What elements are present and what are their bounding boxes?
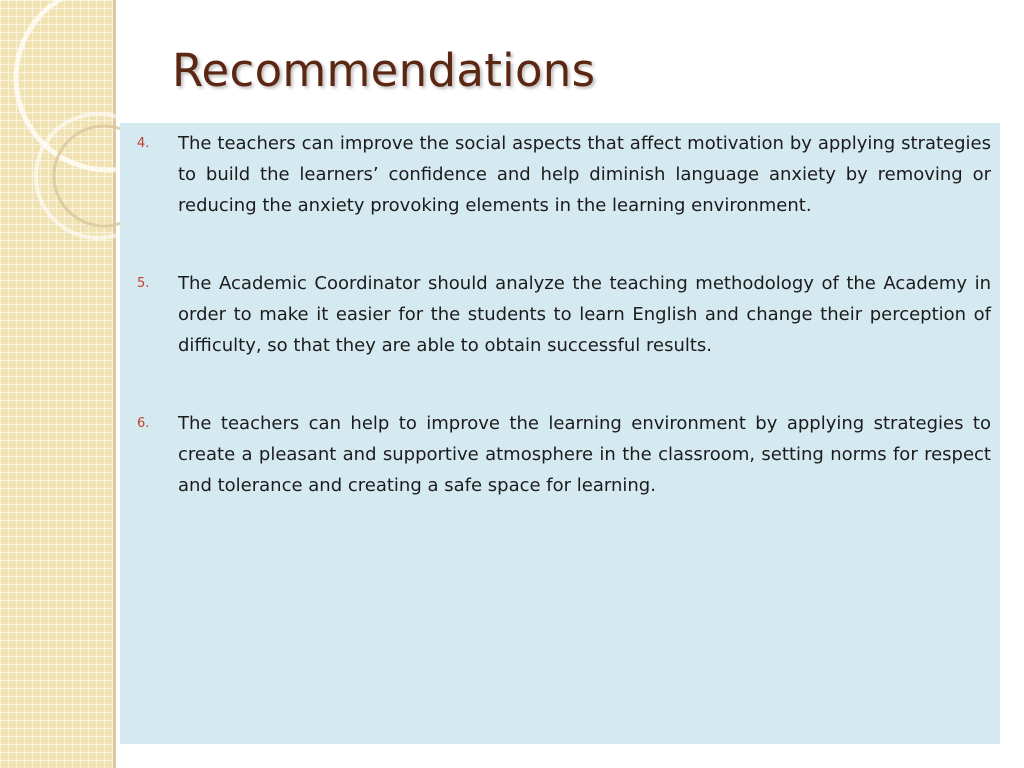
decorative-circle-large — [16, 0, 130, 170]
list-item — [137, 128, 991, 221]
list-item-number: 6. — [137, 416, 150, 431]
content-panel — [120, 123, 1000, 744]
decorative-circles — [0, 0, 130, 260]
list-item-number: 5. — [137, 276, 150, 291]
list-item-number: 4. — [137, 136, 150, 151]
list-item-text: The Academic Coordinator should analyze the teaching methodology of the Academy in order to make it easier for the students to learn English and change their perception of difficulty, so that they are able to obtain successful results. — [178, 273, 991, 356]
list-item-text: The teachers can improve the social aspects that affect motivation by applying strategies to build the learners’ confidence and help diminish language anxiety by removing or reducing the anxiety provoking elements in the learning environment. — [178, 133, 991, 216]
list-item — [137, 408, 991, 501]
recommendation-list — [137, 128, 991, 548]
decorative-circle-inner — [54, 126, 130, 226]
list-item-text: The teachers can help to improve the learning environment by applying strategies to create a pleasant and supportive atmosphere in the classroom, setting norms for respect and tolerance and creating a safe space for learning. — [178, 413, 991, 496]
list-item — [137, 268, 991, 361]
decorative-circle-small — [36, 114, 130, 238]
slide-title: Recommendations — [172, 44, 596, 97]
